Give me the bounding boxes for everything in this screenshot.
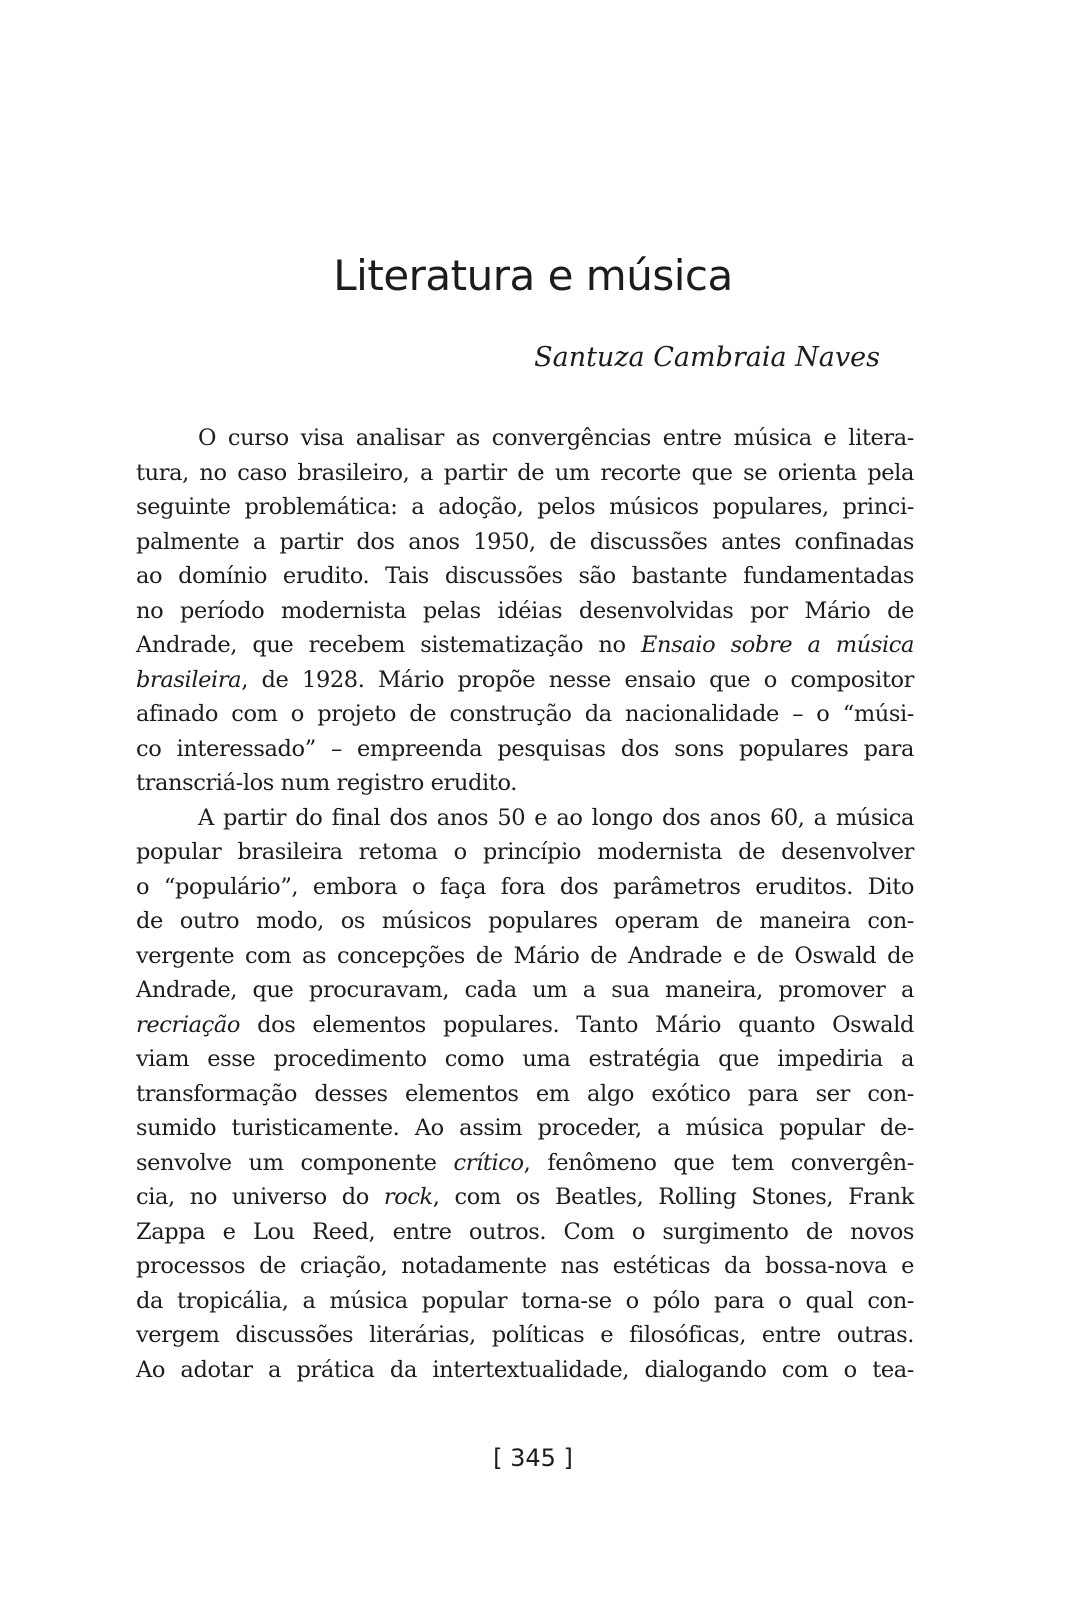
text-line: popular brasileira retoma o princípio modernista de desenvolver [136,839,914,865]
page-number: [ 345 ] [493,1444,573,1472]
text-segment: Andrade, que recebem sistematização no [136,632,626,658]
text-line: o “populário”, embora o faça fora dos parâmetros eruditos. Dito [136,873,914,900]
text-line [136,663,914,698]
text-line [136,628,914,663]
emphasis-italic: recriação [136,1011,241,1038]
text-line: no período modernista pelas idéias desenvolvidas por Mário de [136,597,914,624]
emphasis-italic: rock [383,1184,433,1210]
text-line: viam esse procedimento como uma estratégia que impediria a [136,1046,914,1072]
text-line: de outro modo, os músicos populares operam de maneira con- [136,908,914,934]
paragraph-1 [136,421,914,801]
page-title: Literatura e música [333,251,733,300]
text-line: da tropicália, a música popular torna-se o pólo para o qual con- [136,1287,914,1314]
text-line: processos de criação, notadamente nas estéticas da bossa-nova e [136,1253,914,1279]
book-title-italic: brasileira [136,666,242,693]
text-line: co interessado” – empreenda pesquisas dos sons populares para [136,735,914,762]
text-segment: , de 1928. Mário propõe nesse ensaio que o compositor [241,666,914,693]
paragraph-2 [136,801,914,1388]
text-segment: dos elementos populares. Tanto Mário quanto Oswald [257,1011,914,1038]
text-line [136,1180,914,1215]
text-line: sumido turisticamente. Ao assim proceder, a música popular de- [136,1115,914,1141]
text-line: afinado com o projeto de construção da nacionalidade – o “músi- [136,701,914,727]
emphasis-italic: crítico [453,1149,524,1176]
text-line [136,1146,914,1181]
text-segment: cia, no universo do [136,1184,369,1210]
text-line: seguinte problemática: a adoção, pelos músicos populares, princi- [136,494,914,520]
text-line: vergem discussões literárias, políticas e filosóficas, entre outras. [136,1322,914,1348]
text-line: Ao adotar a prática da intertextualidade, dialogando com o tea- [136,1356,914,1383]
text-segment: senvolve um componente [136,1149,437,1176]
text-line: palmente a partir dos anos 1950, de discussões antes confinadas [136,528,914,555]
text-segment: , fenômeno que tem convergên- [523,1149,914,1176]
body-text [136,421,914,1387]
text-line: Zappa e Lou Reed, entre outros. Com o surgimento de novos [136,1218,914,1245]
text-line: A partir do final dos anos 50 e ao longo dos anos 60, a música [198,804,914,831]
text-line: transformação desses elementos em algo exótico para ser con- [136,1080,914,1107]
text-line: vergente com as concepções de Mário de Andrade e de Oswald de [136,942,914,969]
text-line: Andrade, que procuravam, cada um a sua maneira, promover a [136,977,914,1003]
book-title-italic: Ensaio sobre a música [641,632,914,658]
author-name: Santuza Cambraia Naves [534,342,880,373]
text-line [136,1008,914,1043]
text-line: transcriá-los num registro erudito. [136,770,517,796]
text-line: tura, no caso brasileiro, a partir de um recorte que se orienta pela [136,459,914,486]
text-line: O curso visa analisar as convergências entre música e litera- [198,425,914,451]
text-line: ao domínio erudito. Tais discussões são bastante fundamentadas [136,563,914,589]
text-segment: , com os Beatles, Rolling Stones, Frank [432,1184,914,1210]
